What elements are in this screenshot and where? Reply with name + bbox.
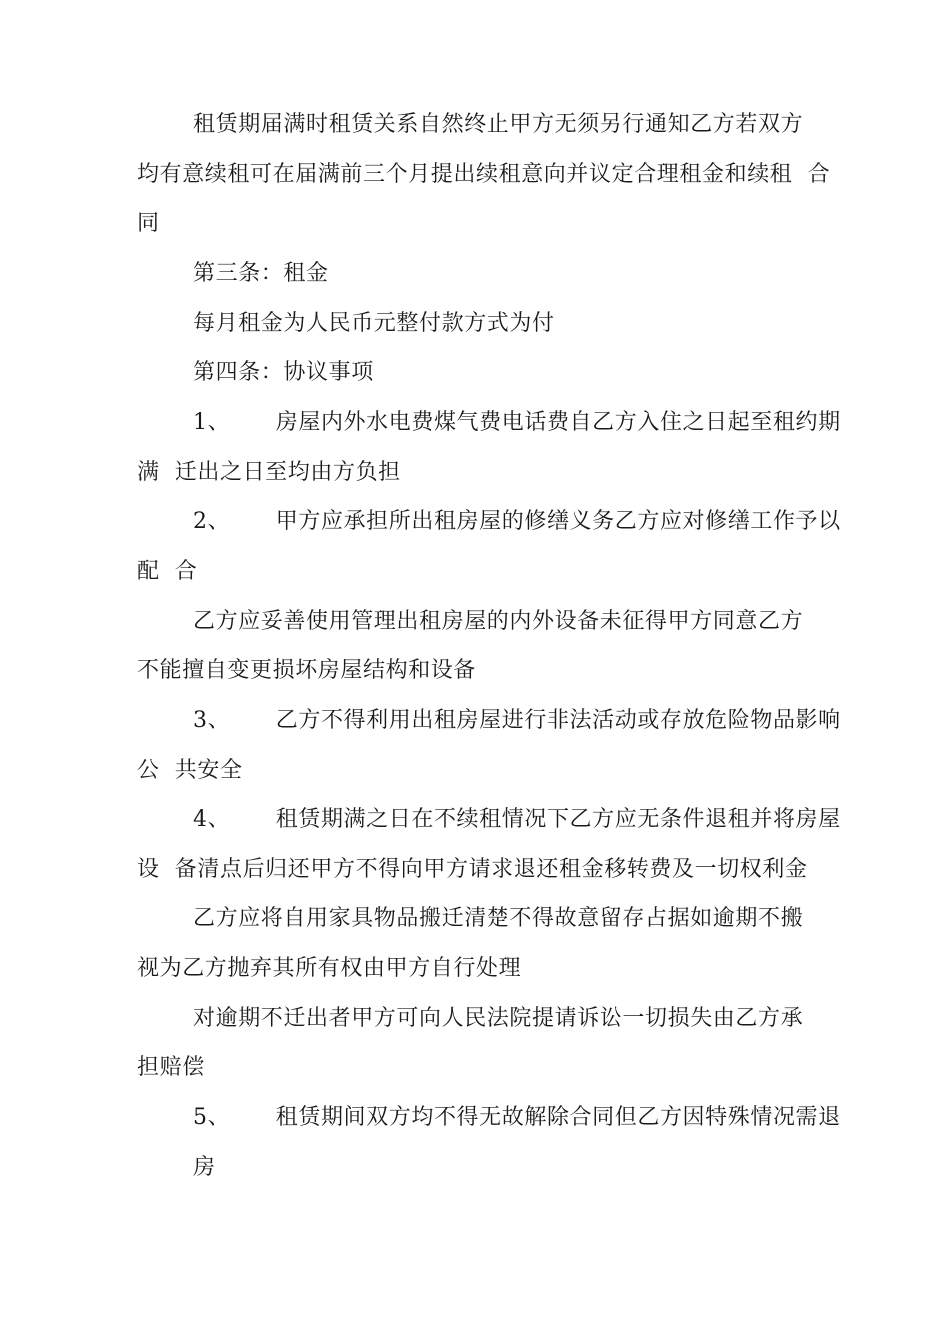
text-line: 设 备清点后归还甲方不得向甲方请求退还租金移转费及一切权利金 — [137, 857, 808, 882]
list-item-line: 1、 房屋内外水电费煤气费电话费自乙方入住之日起至租约期 — [193, 410, 841, 435]
text-line: 均有意续租可在届满前三个月提出续租意向并议定合理租金和续租 合 — [137, 162, 831, 187]
text-line: 每月租金为人民币元整付款方式为付 — [193, 311, 555, 336]
text-line: 租赁期届满时租赁关系自然终止甲方无须另行通知乙方若双方 — [193, 112, 804, 137]
text-line: 乙方应妥善使用管理出租房屋的内外设备未征得甲方同意乙方 — [193, 609, 804, 634]
text-line: 不能擅自变更损坏房屋结构和设备 — [137, 658, 477, 683]
text-line: 房 — [193, 1155, 216, 1180]
list-item-line: 5、 租赁期间双方均不得无故解除合同但乙方因特殊情况需退 — [193, 1105, 841, 1130]
text-line: 公 共安全 — [137, 758, 243, 783]
list-item-line: 3、 乙方不得利用出租房屋进行非法活动或存放危险物品影响 — [193, 708, 841, 733]
list-item-line: 2、 甲方应承担所出租房屋的修缮义务乙方应对修缮工作予以 — [193, 509, 841, 534]
list-item-line: 4、 租赁期满之日在不续租情况下乙方应无条件退租并将房屋 — [193, 807, 841, 832]
text-line: 视为乙方抛弃其所有权由甲方自行处理 — [137, 956, 522, 981]
text-line: 担赔偿 — [137, 1055, 205, 1080]
section-heading: 第四条：协议事项 — [193, 360, 374, 385]
section-heading: 第三条：租金 — [193, 261, 329, 286]
text-line: 对逾期不迁出者甲方可向人民法院提请诉讼一切损失由乙方承 — [193, 1006, 804, 1031]
text-line: 乙方应将自用家具物品搬迁清楚不得故意留存占据如逾期不搬 — [193, 906, 804, 931]
text-line: 配 合 — [137, 559, 198, 584]
text-line: 同 — [137, 211, 160, 236]
text-line: 满 迁出之日至均由方负担 — [137, 460, 401, 485]
